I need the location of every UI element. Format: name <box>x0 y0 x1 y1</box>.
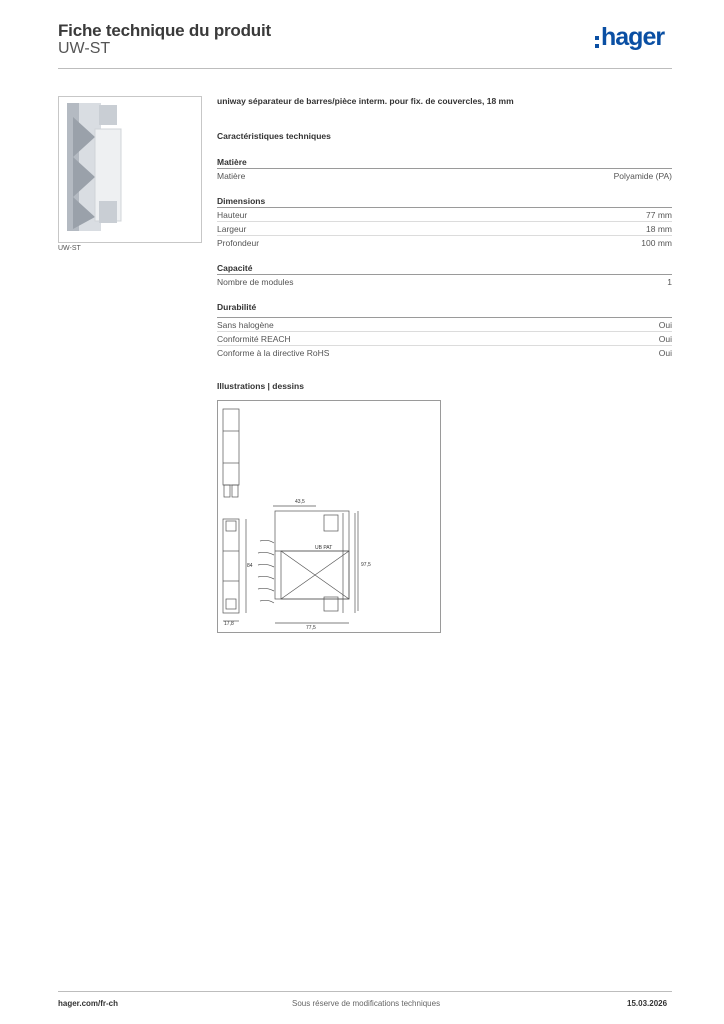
group-title-durability: Durabilité <box>217 302 257 312</box>
spec-label: Conformité REACH <box>217 334 291 344</box>
spec-row <box>217 345 672 360</box>
dim-top: 43,5 <box>295 499 305 505</box>
product-photo-icon <box>59 97 201 242</box>
spec-row <box>217 274 672 289</box>
spec-row <box>217 207 672 222</box>
dim-small: UB PAT <box>315 545 333 551</box>
spec-value: 77 mm <box>646 210 672 220</box>
image-caption: UW-ST <box>58 245 81 252</box>
illustrations-title: Illustrations | dessins <box>217 381 304 391</box>
header-divider <box>58 68 672 69</box>
dim-right: 97,5 <box>361 562 371 568</box>
specs-title: Caractéristiques techniques <box>217 131 331 141</box>
product-code: UW-ST <box>58 40 111 57</box>
spec-value: 100 mm <box>641 238 672 248</box>
spec-label: Profondeur <box>217 238 260 248</box>
spec-value: Oui <box>658 334 672 344</box>
spec-row <box>217 168 672 183</box>
brand-wordmark: hager <box>601 23 665 51</box>
product-image <box>58 96 202 243</box>
footer-website[interactable]: hager.com/fr-ch <box>58 999 119 1008</box>
spec-label: Sans halogène <box>217 320 274 330</box>
spec-row <box>217 235 672 250</box>
spec-row <box>217 317 672 332</box>
spec-value: 1 <box>667 277 672 287</box>
spec-value: Oui <box>658 320 672 330</box>
footer-notice: Sous réserve de modifications techniques <box>292 999 441 1008</box>
spec-value: Polyamide (PA) <box>613 171 672 181</box>
spec-value: Oui <box>658 348 672 358</box>
group-title-capacity: Capacité <box>217 263 253 273</box>
dim-left-height: 84 <box>247 563 253 569</box>
spec-label: Nombre de modules <box>217 277 294 287</box>
technical-drawing <box>217 400 441 633</box>
dimension-drawing-icon <box>218 401 440 632</box>
dim-bottom-left: 17,8 <box>224 621 234 627</box>
spec-row <box>217 221 672 236</box>
footer-divider <box>58 991 672 992</box>
spec-label: Conforme à la directive RoHS <box>217 348 330 358</box>
spec-value: 18 mm <box>646 224 672 234</box>
product-description: uniway séparateur de barres/pièce interm. pour fix. de couvercles, 18 mm <box>217 96 514 106</box>
dim-bottom: 77,5 <box>306 625 316 631</box>
group-title-material: Matière <box>217 157 247 167</box>
spec-row <box>217 331 672 346</box>
page-title: Fiche technique du produit <box>58 21 271 40</box>
group-title-dimensions: Dimensions <box>217 196 266 206</box>
logo-dots-icon <box>595 36 599 52</box>
spec-label: Matière <box>217 171 246 181</box>
spec-label: Hauteur <box>217 210 248 220</box>
footer-date: 15.03.2026 <box>627 999 668 1008</box>
spec-label: Largeur <box>217 224 247 234</box>
